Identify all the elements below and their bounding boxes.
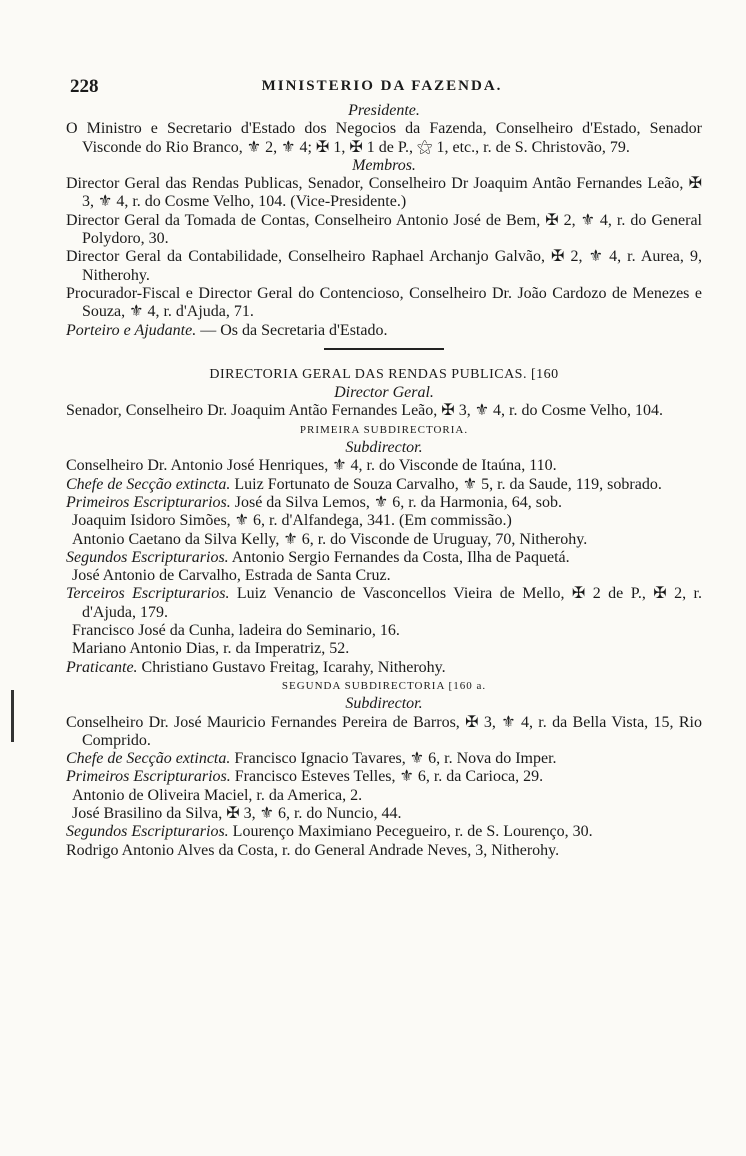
page-header	[62, 76, 702, 100]
presidente-heading: Presidente.	[348, 102, 420, 119]
subdirector-heading: Subdirector.	[345, 695, 423, 713]
presidente-entry: O Ministro e Secretario d'Estado dos Negocios da Fazenda, Conselheiro d'Estado, Senador Visconde do Rio Branco, ⚜ 2, ⚜ 4; ✠ 1, ✠ 1 de P., ⚝ 1, etc., r. de S. Christovão, 79.	[66, 120, 702, 156]
chefe-entry	[66, 476, 702, 494]
praticante-entry	[66, 659, 702, 677]
director-geral-entry: Senador, Conselheiro Dr. Joaquim Antão Fernandes Leão, ✠ 3, ⚜ 4, r. do Cosme Velho, 104.	[66, 402, 663, 420]
praticante-label: Praticante.	[66, 658, 138, 676]
section-rule	[324, 348, 444, 350]
primeiros-extra: Antonio Caetano da Silva Kelly, ⚜ 6, r. do Visconde de Uruguay, 70, Nitherohy.	[72, 530, 588, 548]
chefe-label: Chefe de Secção extincta.	[66, 475, 231, 493]
primeiros-text: Francisco Esteves Telles, ⚜ 6, r. da Carioca, 29.	[234, 768, 544, 786]
subdirector-entry: Conselheiro Dr. José Mauricio Fernandes Pereira de Barros, ✠ 3, ⚜ 4, r. da Bella Vista, 15, Rio Comprido.	[66, 713, 702, 749]
terceiros-text: Luiz Venancio de Vasconcellos Vieira de Mello, ✠ 2 de P., ✠ 2, r. d'Ajuda, 179.	[82, 585, 703, 621]
membro-entry: Procurador-Fiscal e Director Geral do Contencioso, Conselheiro Dr. João Cardozo de Menezes e Souza, ⚜ 4, r. d'Ajuda, 71.	[66, 284, 702, 321]
terceiros-extra: Mariano Antonio Dias, r. da Imperatriz, 52.	[72, 640, 350, 658]
porteiro-entry	[66, 322, 702, 340]
segundos-entry	[66, 823, 702, 841]
chefe-text: Luiz Fortunato de Souza Carvalho, ⚜ 5, r. da Saude, 119, sobrado.	[234, 475, 662, 493]
director-geral-heading: Director Geral.	[334, 384, 434, 402]
primeira-subdirectoria-heading: PRIMEIRA SUBDIRECTORIA.	[299, 423, 469, 436]
segunda-subdirectoria-heading: SEGUNDA SUBDIRECTORIA [160 a.	[281, 679, 487, 692]
membro-entry: Director Geral da Tomada de Contas, Conselheiro Antonio José de Bem, ✠ 2, ⚜ 4, r. do General Polydoro, 30.	[66, 211, 702, 248]
terceiros-entry	[66, 585, 702, 622]
terceiros-label: Terceiros Escripturarios.	[66, 585, 230, 603]
chefe-label: Chefe de Secção extincta.	[66, 750, 231, 768]
running-head: MINISTERIO DA FAZENDA.	[261, 78, 503, 94]
primeiros-entry	[66, 768, 702, 786]
segundos-extra: José Antonio de Carvalho, Estrada de Santa Cruz.	[72, 567, 391, 585]
margin-mark	[11, 690, 14, 742]
chefe-text: Francisco Ignacio Tavares, ⚜ 6, r. Nova do Imper.	[234, 750, 557, 768]
segundos-text: Antonio Sergio Fernandes da Costa, Ilha de Paquetá.	[231, 548, 570, 566]
membro-entry: Director Geral da Contabilidade, Conselheiro Raphael Archanjo Galvão, ✠ 2, ⚜ 4, r. Aurea, 9, Nitherohy.	[66, 248, 702, 284]
primeiros-extra: Antonio de Oliveira Maciel, r. da America, 2.	[72, 786, 363, 804]
primeiros-extra: José Brasilino da Silva, ✠ 3, ⚜ 6, r. do Nuncio, 44.	[72, 804, 402, 822]
primeiros-text: José da Silva Lemos, ⚜ 6, r. da Harmonia, 64, sob.	[234, 493, 562, 511]
porteiro-label: Porteiro e Ajudante.	[66, 321, 197, 339]
primeiros-entry	[66, 494, 702, 512]
directoria-heading: DIRECTORIA GERAL DAS RENDAS PUBLICAS. [160	[209, 366, 559, 382]
subdirector-entry: Conselheiro Dr. Antonio José Henriques, ⚜ 4, r. do Visconde de Itaúna, 110.	[66, 457, 557, 475]
page-number: 228	[70, 76, 99, 97]
segundos-text: Lourenço Maximiano Pecegueiro, r. de S. Lourenço, 30.	[232, 823, 593, 841]
segundos-entry	[66, 549, 702, 567]
porteiro-text: — Os da Secretaria d'Estado.	[200, 321, 388, 339]
terceiros-extra: Francisco José da Cunha, ladeira do Seminario, 16.	[72, 622, 400, 640]
page-body	[66, 102, 702, 860]
subdirector-heading: Subdirector.	[345, 439, 423, 457]
primeiros-extra: Joaquim Isidoro Simões, ⚜ 6, r. d'Alfandega, 341. (Em commissão.)	[72, 512, 512, 530]
segundos-label: Segundos Escripturarios.	[66, 548, 229, 566]
membros-heading: Membros.	[352, 156, 416, 174]
primeiros-label: Primeiros Escripturarios.	[66, 768, 231, 786]
segundos-label: Segundos Escripturarios.	[66, 823, 229, 841]
last-entry: Rodrigo Antonio Alves da Costa, r. do General Andrade Neves, 3, Nitherohy.	[66, 841, 560, 859]
membro-entry: Director Geral das Rendas Publicas, Senador, Conselheiro Dr Joaquim Antão Fernandes Leão, ✠ 3, ⚜ 4, r. do Cosme Velho, 104. (Vice-Presidente.)	[66, 175, 702, 211]
chefe-entry	[66, 750, 702, 768]
praticante-text: Christiano Gustavo Freitag, Icarahy, Nitherohy.	[141, 658, 446, 676]
primeiros-label: Primeiros Escripturarios.	[66, 493, 231, 511]
